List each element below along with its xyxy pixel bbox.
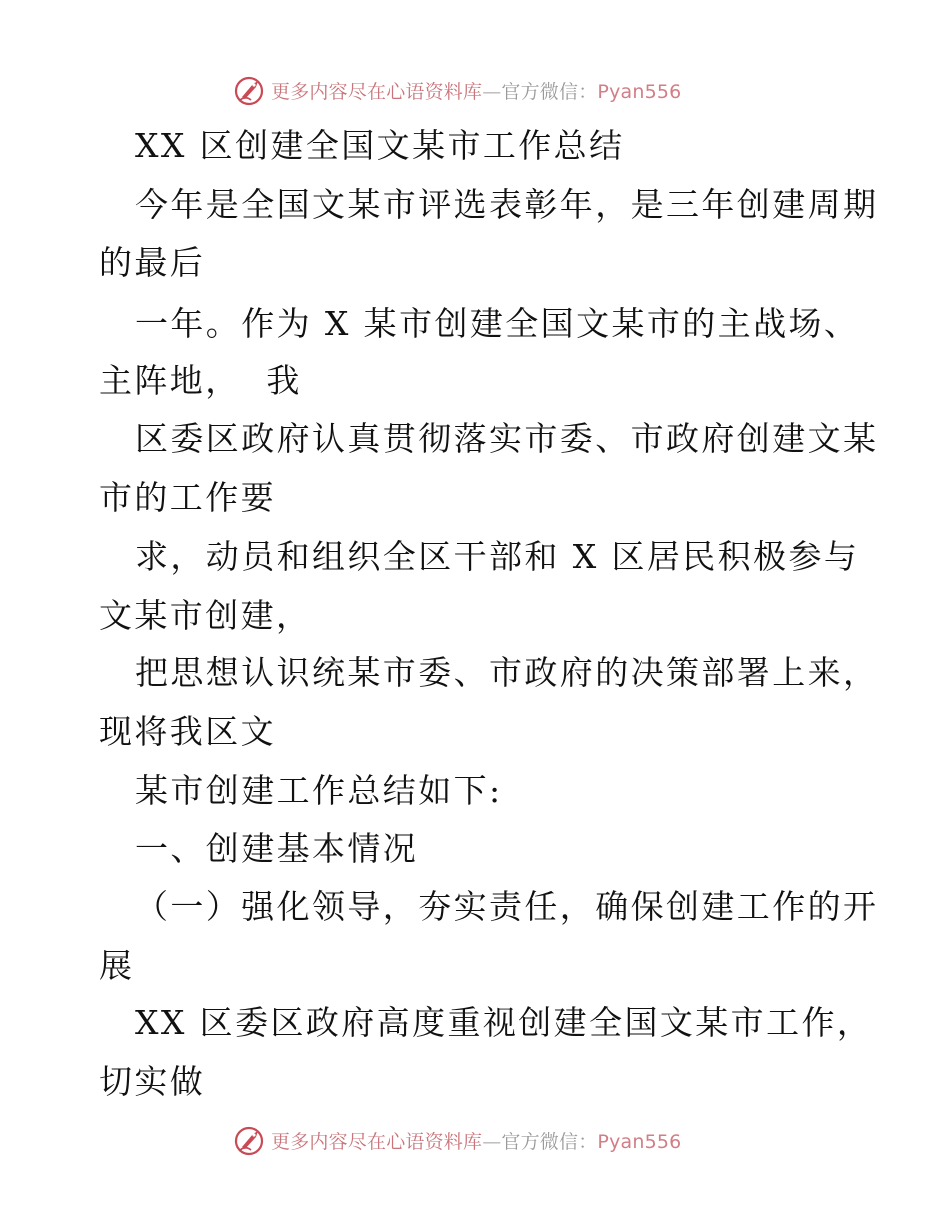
watermark-text: 更多内容尽在心语资料库—官方微信：Pyan556 [271, 80, 682, 103]
paragraph-line: 把思想认识统某市委、市政府的决策部署上来， [135, 653, 879, 692]
document-title: XX 区创建全国文某市工作总结 [135, 126, 625, 165]
paragraph-line: 切实做 [99, 1062, 206, 1101]
subsection-heading: （一）强化领导，夯实责任，确保创建工作的开 [135, 887, 879, 926]
paragraph-line: 文某市创建， [99, 596, 312, 635]
paragraph-line: 今年是全国文某市评选表彰年，是三年创建周期 [135, 185, 879, 224]
paragraph-line: 展 [99, 946, 135, 985]
paragraph-line: 主阵地， 我 [99, 361, 302, 400]
paragraph-line: 市的工作要 [99, 478, 276, 517]
paragraph-line: 求，动员和组织全区干部和 X 区居民积极参与 [135, 537, 860, 576]
paragraph-line: 一年。作为 X 某市创建全国文某市的主战场、 [135, 304, 860, 343]
paragraph-line: 现将我区文 [99, 712, 276, 751]
section-heading: 一、创建基本情况 [135, 829, 419, 868]
paragraph-line: 某市创建工作总结如下: [135, 771, 503, 810]
pen-nib-logo-icon [233, 1123, 267, 1157]
paragraph-line: XX 区委区政府高度重视创建全国文某市工作， [135, 1003, 873, 1042]
footer-watermark [233, 1123, 681, 1157]
watermark-text: 更多内容尽在心语资料库—官方微信：Pyan556 [271, 1130, 682, 1153]
paragraph-line: 的最后 [99, 243, 206, 282]
paragraph-line: 区委区政府认真贯彻落实市委、市政府创建文某 [135, 419, 879, 458]
